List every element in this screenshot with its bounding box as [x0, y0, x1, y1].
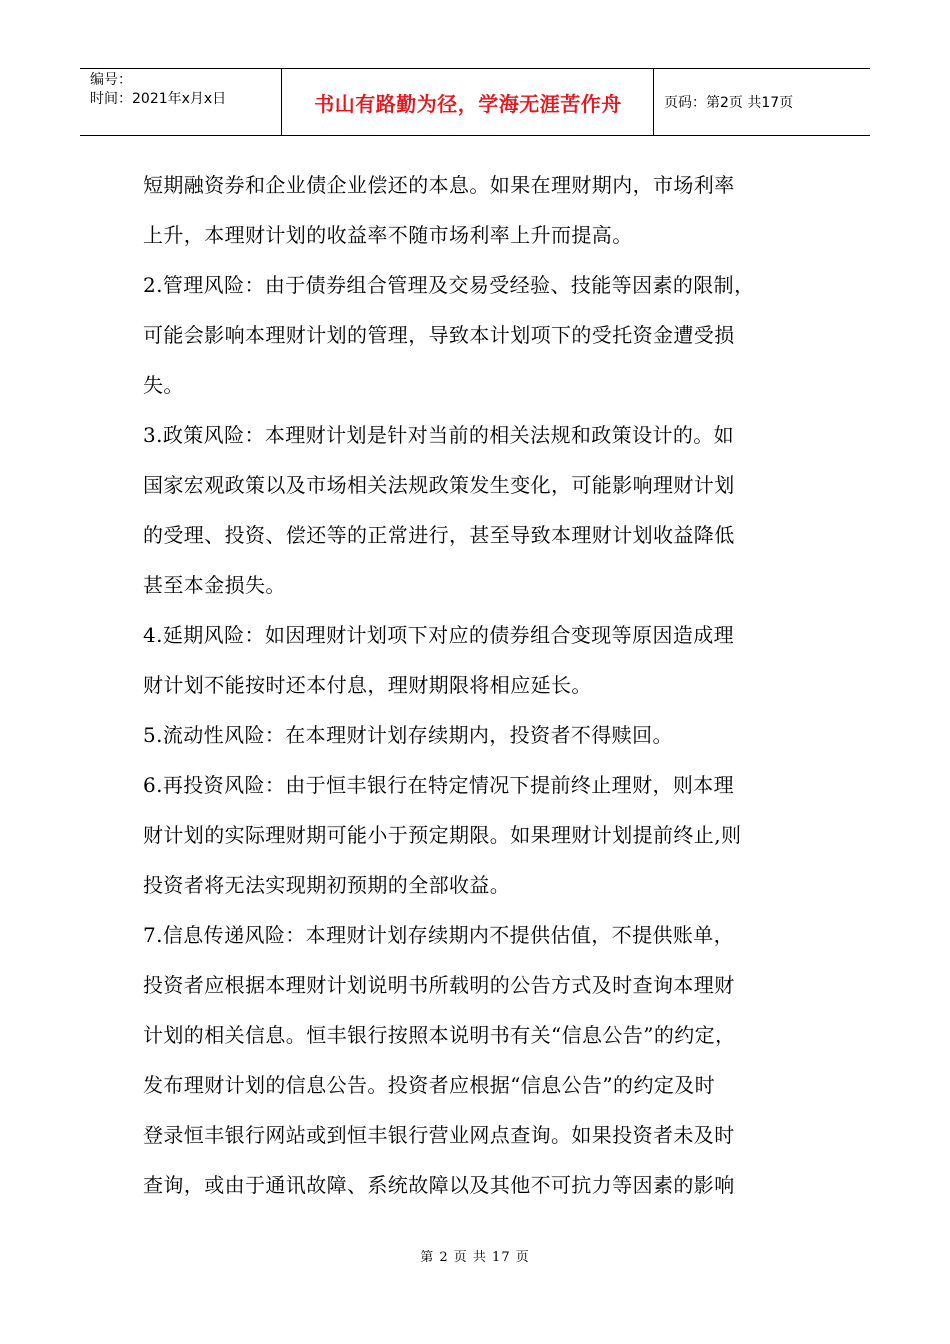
header-motto: 书山有路勤为径，学海无涯苦作舟 [314, 91, 622, 116]
body-text-line: 发布理财计划的信息公告。投资者应根据“信息公告”的约定及时 [143, 1073, 716, 1097]
header-meta [80, 69, 282, 135]
body-text-line: 6.再投资风险：由于恒丰银行在特定情况下提前终止理财，则本理 [143, 773, 735, 797]
header-page-info: 页码：第2页 共17页 [664, 95, 794, 111]
page-footer [0, 1246, 950, 1265]
header-motto-cell [283, 69, 654, 135]
body-text-line: 财计划不能按时还本付息，理财期限将相应延长。 [143, 673, 592, 697]
document-date: 时间：2021年x月x日 [90, 91, 227, 107]
document-number-label: 编号： [90, 72, 132, 88]
body-text-line: 登录恒丰银行网站或到恒丰银行营业网点查询。如果投资者未及时 [143, 1123, 735, 1147]
body-text-line: 财计划的实际理财期可能小于预定期限。如果理财计划提前终止,则 [143, 823, 742, 847]
body-text-line: 投资者将无法实现期初预期的全部收益。 [143, 873, 511, 897]
body-text-line: 的受理、投资、偿还等的正常进行，甚至导致本理财计划收益降低 [143, 523, 735, 547]
body-text-line: 投资者应根据本理财计划说明书所载明的公告方式及时查询本理财 [143, 973, 735, 997]
body-text-line: 3.政策风险：本理财计划是针对当前的相关法规和政策设计的。如 [143, 423, 735, 447]
body-text-line: 2.管理风险：由于债券组合管理及交易受经验、技能等因素的限制， [143, 273, 755, 297]
body-text-line: 4.延期风险：如因理财计划项下对应的债券组合变现等原因造成理 [143, 623, 735, 647]
body-text-line: 上升，本理财计划的收益率不随市场利率上升而提高。 [143, 223, 633, 247]
body-text-line: 查询，或由于通讯故障、系统故障以及其他不可抗力等因素的影响 [143, 1173, 735, 1197]
footer-page-number: 第 2 页 共 17 页 [420, 1250, 530, 1265]
page-header [80, 68, 870, 136]
body-text-line: 7.信息传递风险：本理财计划存续期内不提供估值，不提供账单， [143, 923, 735, 947]
body-text-line: 短期融资券和企业债企业偿还的本息。如果在理财期内，市场利率 [143, 173, 735, 197]
header-page-info-cell [654, 69, 870, 135]
body-text-line: 失。 [143, 373, 184, 397]
body-text-line: 计划的相关信息。恒丰银行按照本说明书有关“信息公告”的约定， [143, 1023, 736, 1047]
body-text-line: 甚至本金损失。 [143, 573, 286, 597]
body-text-line: 可能会影响本理财计划的管理，导致本计划项下的受托资金遭受损 [143, 323, 735, 347]
document-body [143, 160, 813, 1210]
body-text-line: 5.流动性风险：在本理财计划存续期内，投资者不得赎回。 [143, 723, 673, 747]
body-text-line: 国家宏观政策以及市场相关法规政策发生变化，可能影响理财计划 [143, 473, 735, 497]
